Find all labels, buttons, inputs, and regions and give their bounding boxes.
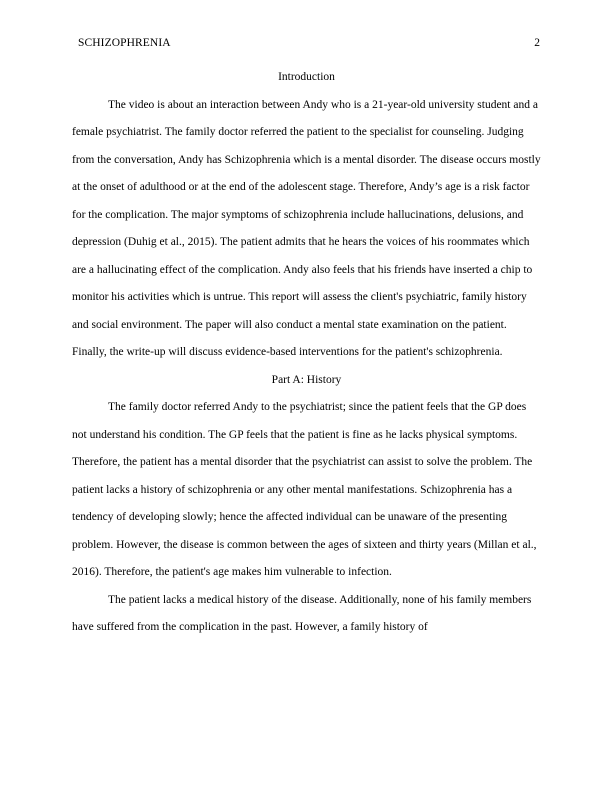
paragraph: The patient lacks a medical history of the disease. Additionally, none of his family members have suffered from the complication in the past. However, a family history of [72, 593, 532, 633]
document-body [72, 64, 541, 642]
paragraph: The family doctor referred Andy to the psychiatrist; since the patient feels that the GP does not understand his condition. The GP feels that the patient is fine as he lacks physical symptoms. Therefore, the patient has a mental disorder that the psychiatrist can assist to solve the problem. The patient lacks a history of schizophrenia or any other mental manifestations. Schizophrenia has a tendency of developing slowly; hence the affected individual can be unaware of the presenting problem. However, the disease is common between the ages of sixteen and thirty years (Millan et al., 2016). Therefore, the patient's age makes him vulnerable to infection. [72, 401, 537, 578]
section-heading-history: Part A: History [271, 373, 342, 386]
page-number: 2 [534, 37, 540, 49]
section-heading-introduction: Introduction [278, 71, 335, 83]
paragraph: The video is about an interaction between Andy who is a 21-year-old university student and a female psychiatrist. The family doctor referred the patient to the specialist for counseling. Judging from the conversation, Andy has Schizophrenia which is a mental disorder. The disease occurs mostly at the onset of adulthood or at the end of the adolescent stage. Therefore, Andy’s age is a risk factor for the complication. The major symptoms of schizophrenia include hallucinations, delusions, and depression (Duhig et al., 2015). The patient admits that he hears the voices of his roommates which are a hallucinating effect of the complication. Andy also feels that his friends have inserted a chip to monitor his activities which is untrue. This report will assess the client's psychiatric, family history and social environment. The paper will also conduct a mental state examination on the patient. Finally, the write-up will discuss evidence-based interventions for the patient's schizophrenia. [72, 98, 541, 358]
running-head: SCHIZOPHRENIA [78, 37, 171, 49]
